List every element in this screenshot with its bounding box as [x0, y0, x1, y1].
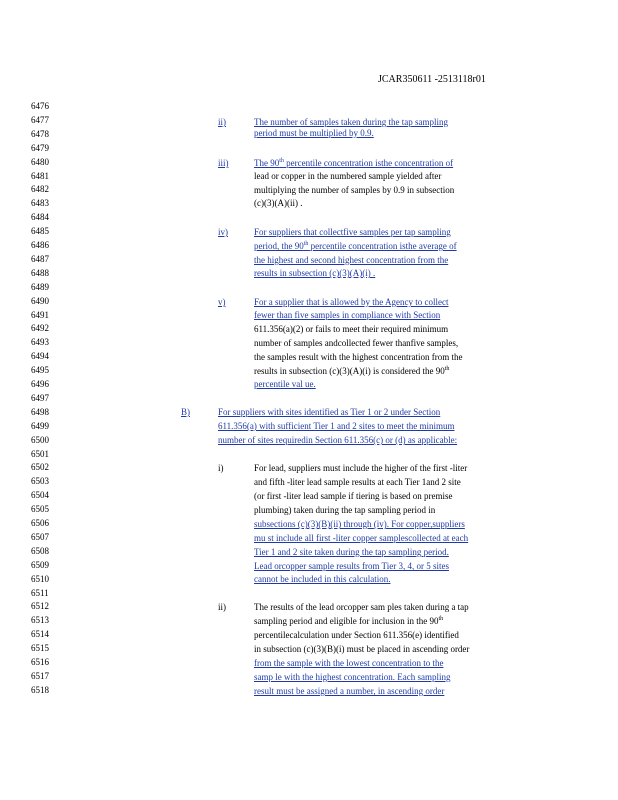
item-iii-line-1: The 90th percentile concentration isthe concentration of — [254, 158, 454, 168]
line-number: 6511 — [31, 587, 49, 598]
item-B-i-line-9: cannot be included in this calculation. — [254, 574, 391, 584]
line-number: 6495 — [31, 365, 49, 376]
item-B-i-line-6: mu st include all first -liter copper samplescollected at each — [254, 533, 469, 543]
line-number: 6496 — [31, 379, 49, 389]
line-number: 6493 — [31, 337, 49, 348]
line-number: 6490 — [31, 295, 49, 306]
line-number: 6497 — [31, 392, 49, 403]
line-number: 6516 — [31, 657, 49, 667]
item-B-ii-line-3: percentilecalculation under Section 611.356(e) identified — [254, 630, 459, 640]
line-number: 6502 — [31, 462, 49, 473]
line-number: 6505 — [31, 504, 49, 515]
item-marker-ii: ii) — [218, 117, 226, 127]
line-number: 6489 — [31, 281, 49, 292]
line-number: 6501 — [31, 448, 49, 459]
line-number: 6477 — [31, 114, 49, 125]
line-number: 6491 — [31, 309, 49, 320]
item-v-line-6: results in subsection (c)(3)(A)(i) is considered the 90th — [254, 366, 450, 376]
item-iv-line-3: the highest and second highest concentration from the — [254, 255, 449, 265]
line-number: 6488 — [31, 267, 49, 278]
line-number: 6478 — [31, 128, 49, 139]
item-B-i-line-7: Tier 1 and 2 site taken during the tap sampling period. — [254, 547, 449, 557]
item-B-i-line-3: (or first -liter lead sample if tiering is based on premise — [254, 491, 453, 501]
line-number: 6503 — [31, 476, 49, 487]
line-number: 6484 — [31, 212, 49, 223]
line-number: 6498 — [31, 406, 49, 417]
item-iv-line-2: period, the 90th percentile concentration isthe average of — [254, 241, 457, 251]
line-number: 6507 — [31, 531, 49, 542]
item-v-line-7: percentile val ue. — [254, 379, 316, 389]
item-marker-iv: iv) — [218, 227, 228, 237]
line-number: 6494 — [31, 351, 49, 362]
item-B-ii-line-2: sampling period and eligible for inclusion in the 90th — [254, 616, 444, 626]
line-number: 6509 — [31, 559, 49, 570]
line-number: 6518 — [31, 684, 49, 695]
line-number: 6492 — [31, 323, 49, 334]
line-number: 6508 — [31, 545, 49, 556]
item-marker-B-ii: ii) — [218, 602, 226, 612]
item-B-i-line-4: plumbing) taken during the tap sampling period in — [254, 505, 436, 515]
item-v-line-1: For a supplier that is allowed by the Agency to collect — [254, 297, 449, 307]
line-number: 6487 — [31, 253, 49, 264]
item-iii-line-4: (c)(3)(A)(ii) . — [254, 198, 303, 208]
line-number: 6510 — [31, 573, 49, 584]
item-B-line-3: number of sites requiredin Section 611.356(c) or (d) as applicable: — [218, 435, 458, 445]
item-marker-B: B) — [181, 407, 190, 417]
item-B-ii-line-5: from the sample with the lowest concentration to the — [254, 658, 444, 668]
item-v-line-4: number of samples andcollected fewer thanfive samples, — [254, 338, 459, 348]
item-iii-line-3: multiplying the number of samples by 0.9 in subsection — [254, 185, 455, 195]
item-B-i-line-5: subsections (c)(3)(B)(ii) through (iv). For copper,suppliers — [254, 519, 465, 529]
line-number: 6504 — [31, 490, 49, 501]
item-iii-line-2: lead or copper in the numbered sample yielded after — [254, 171, 442, 181]
line-number: 6500 — [31, 434, 49, 445]
item-ii-line-2: period must be multiplied by 0.9. — [254, 128, 374, 138]
item-B-ii-line-1: The results of the lead orcopper sam ples taken during a tap — [254, 602, 469, 612]
item-B-line-1: For suppliers with sites identified as Tier 1 or 2 under Section — [218, 407, 441, 417]
item-B-line-2: 611.356(a) with sufficient Tier 1 and 2 sites to meet the minimum — [218, 421, 455, 431]
line-number: 6515 — [31, 643, 49, 654]
line-number: 6483 — [31, 198, 49, 209]
line-number: 6482 — [31, 184, 49, 195]
line-number: 6485 — [31, 226, 49, 237]
item-B-ii-line-6: samp le with the highest concentration. Each sampling — [254, 672, 451, 682]
line-number: 6517 — [31, 670, 49, 681]
item-marker-v: v) — [218, 297, 226, 307]
item-iv-line-4: results in subsection (c)(3)(A)(i) . — [254, 268, 376, 278]
item-marker-iii: iii) — [218, 158, 229, 168]
line-number: 6481 — [31, 170, 49, 181]
item-iv-line-1: For suppliers that collectfive samples per tap sampling — [254, 227, 451, 237]
item-ii-line-1: The number of samples taken during the tap sampling — [254, 117, 448, 127]
item-v-line-3: 611.356(a)(2) or fails to meet their required minimum — [254, 324, 449, 334]
item-B-ii-line-7: result must be assigned a number, in ascending order — [254, 686, 445, 696]
line-number: 6476 — [31, 101, 49, 111]
line-number: 6512 — [31, 601, 49, 612]
item-B-i-line-1: For lead, suppliers must include the higher of the first -liter — [254, 463, 468, 473]
line-number: 6480 — [31, 156, 49, 167]
item-v-line-5: the samples result with the highest concentration from the — [254, 352, 463, 362]
line-number: 6499 — [31, 420, 49, 431]
line-number: 6513 — [31, 615, 49, 626]
line-number: 6486 — [31, 240, 49, 250]
item-marker-B-i: i) — [218, 463, 224, 473]
item-B-ii-line-4: in subsection (c)(3)(B)(i) must be placed in ascending order — [254, 644, 470, 654]
item-v-line-2: fewer than five samples in compliance with Section — [254, 310, 441, 320]
item-B-i-line-2: and fifth -liter lead sample results at each Tier 1and 2 site — [254, 477, 461, 487]
line-number: 6514 — [31, 629, 49, 640]
line-number: 6506 — [31, 518, 49, 528]
item-B-i-line-8: Lead orcopper sample results from Tier 3, 4, or 5 sites — [254, 561, 449, 571]
document-header: JCAR350611 -2513118r01 — [378, 74, 486, 85]
line-number: 6479 — [31, 142, 49, 153]
